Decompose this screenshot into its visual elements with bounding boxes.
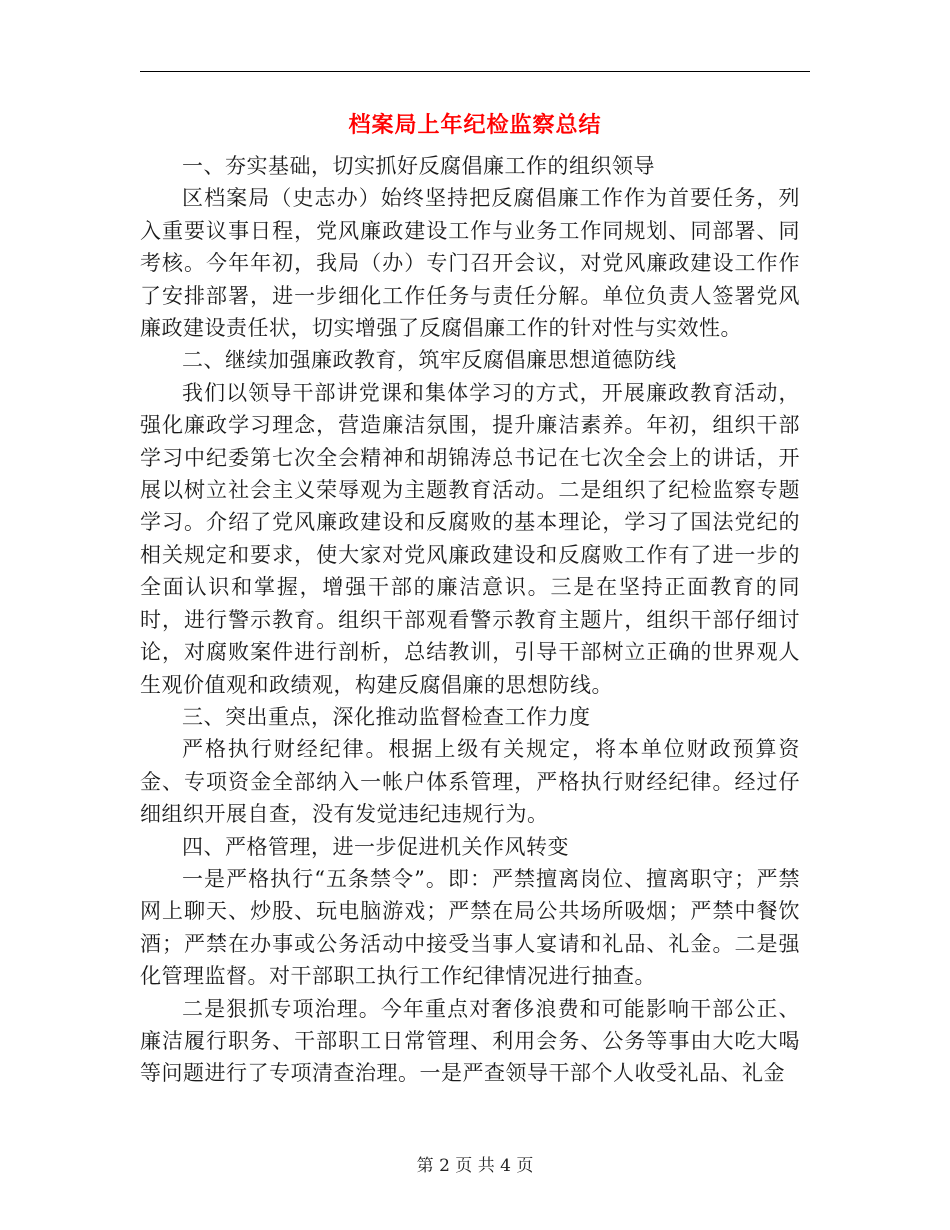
paragraph-4: 一是严格执行“五条禁令”。即：严禁擅离岗位、擅离职守；严禁网上聊天、炒股、玩电脑游戏；严禁在局公共场所吸烟；严禁中餐饮酒；严禁在办事或公务活动中接受当事人宴请和礼品、礼金。二是强化管理监督。对干部职工执行工作纪律情况进行抽查。 [140, 866, 800, 989]
paragraph-5: 二是狠抓专项治理。今年重点对奢侈浪费和可能影响干部公正、廉洁履行职务、干部职工日常管理、利用会务、公务等事由大吃大喝等问题进行了专项清查治理。一是严查领导干部个人收受礼品、礼金 [140, 996, 800, 1086]
section-heading-4: 四、严格管理，进一步促进机关作风转变 [182, 834, 569, 859]
page-number: 第 2 页 共 4 页 [416, 1156, 534, 1176]
section-heading-2: 二、继续加强廉政教育，筑牢反腐倡廉思想道德防线 [182, 348, 677, 373]
paragraph-1: 区档案局（史志办）始终坚持把反腐倡廉工作作为首要任务，列入重要议事日程，党风廉政建设工作与业务工作同规划、同部署、同考核。今年年初，我局（办）专门召开会议，对党风廉政建设工作作了安排部署，进一步细化工作任务与责任分解。单位负责人签署党风廉政建设责任状，切实增强了反腐倡廉工作的针对性与实效性。 [140, 186, 800, 341]
document-title: 档案局上年纪检监察总结 [348, 113, 602, 138]
header-rule [140, 71, 810, 72]
paragraph-3: 严格执行财经纪律。根据上级有关规定，将本单位财政预算资金、专项资金全部纳入一帐户体系管理，严格执行财经纪律。经过仔细组织开展自查，没有发觉违纪违规行为。 [140, 737, 800, 827]
section-heading-1: 一、夯实基础，切实抓好反腐倡廉工作的组织领导 [182, 154, 655, 178]
paragraph-2: 我们以领导干部讲党课和集体学习的方式，开展廉政教育活动，强化廉政学习理念，营造廉洁氛围，提升廉洁素养。年初，组织干部学习中纪委第七次全会精神和胡锦涛总书记在七次全会上的讲话，开展以树立社会主义荣辱观为主题教育活动。二是组织了纪检监察专题学习。介绍了党风廉政建设和反腐败的基本理论，学习了国法党纪的相关规定和要求，使大家对党风廉政建设和反腐败工作有了进一步的全面认识和掌握，增强干部的廉洁意识。三是在坚持正面教育的同时，进行警示教育。组织干部观看警示教育主题片，组织干部仔细讨论，对腐败案件进行剖析，总结教训，引导干部树立正确的世界观人生观价值观和政绩观，构建反腐倡廉的思想防线。 [140, 380, 800, 697]
document-body [140, 150, 800, 1090]
section-heading-3: 三、突出重点，深化推动监督检查工作力度 [182, 704, 591, 729]
